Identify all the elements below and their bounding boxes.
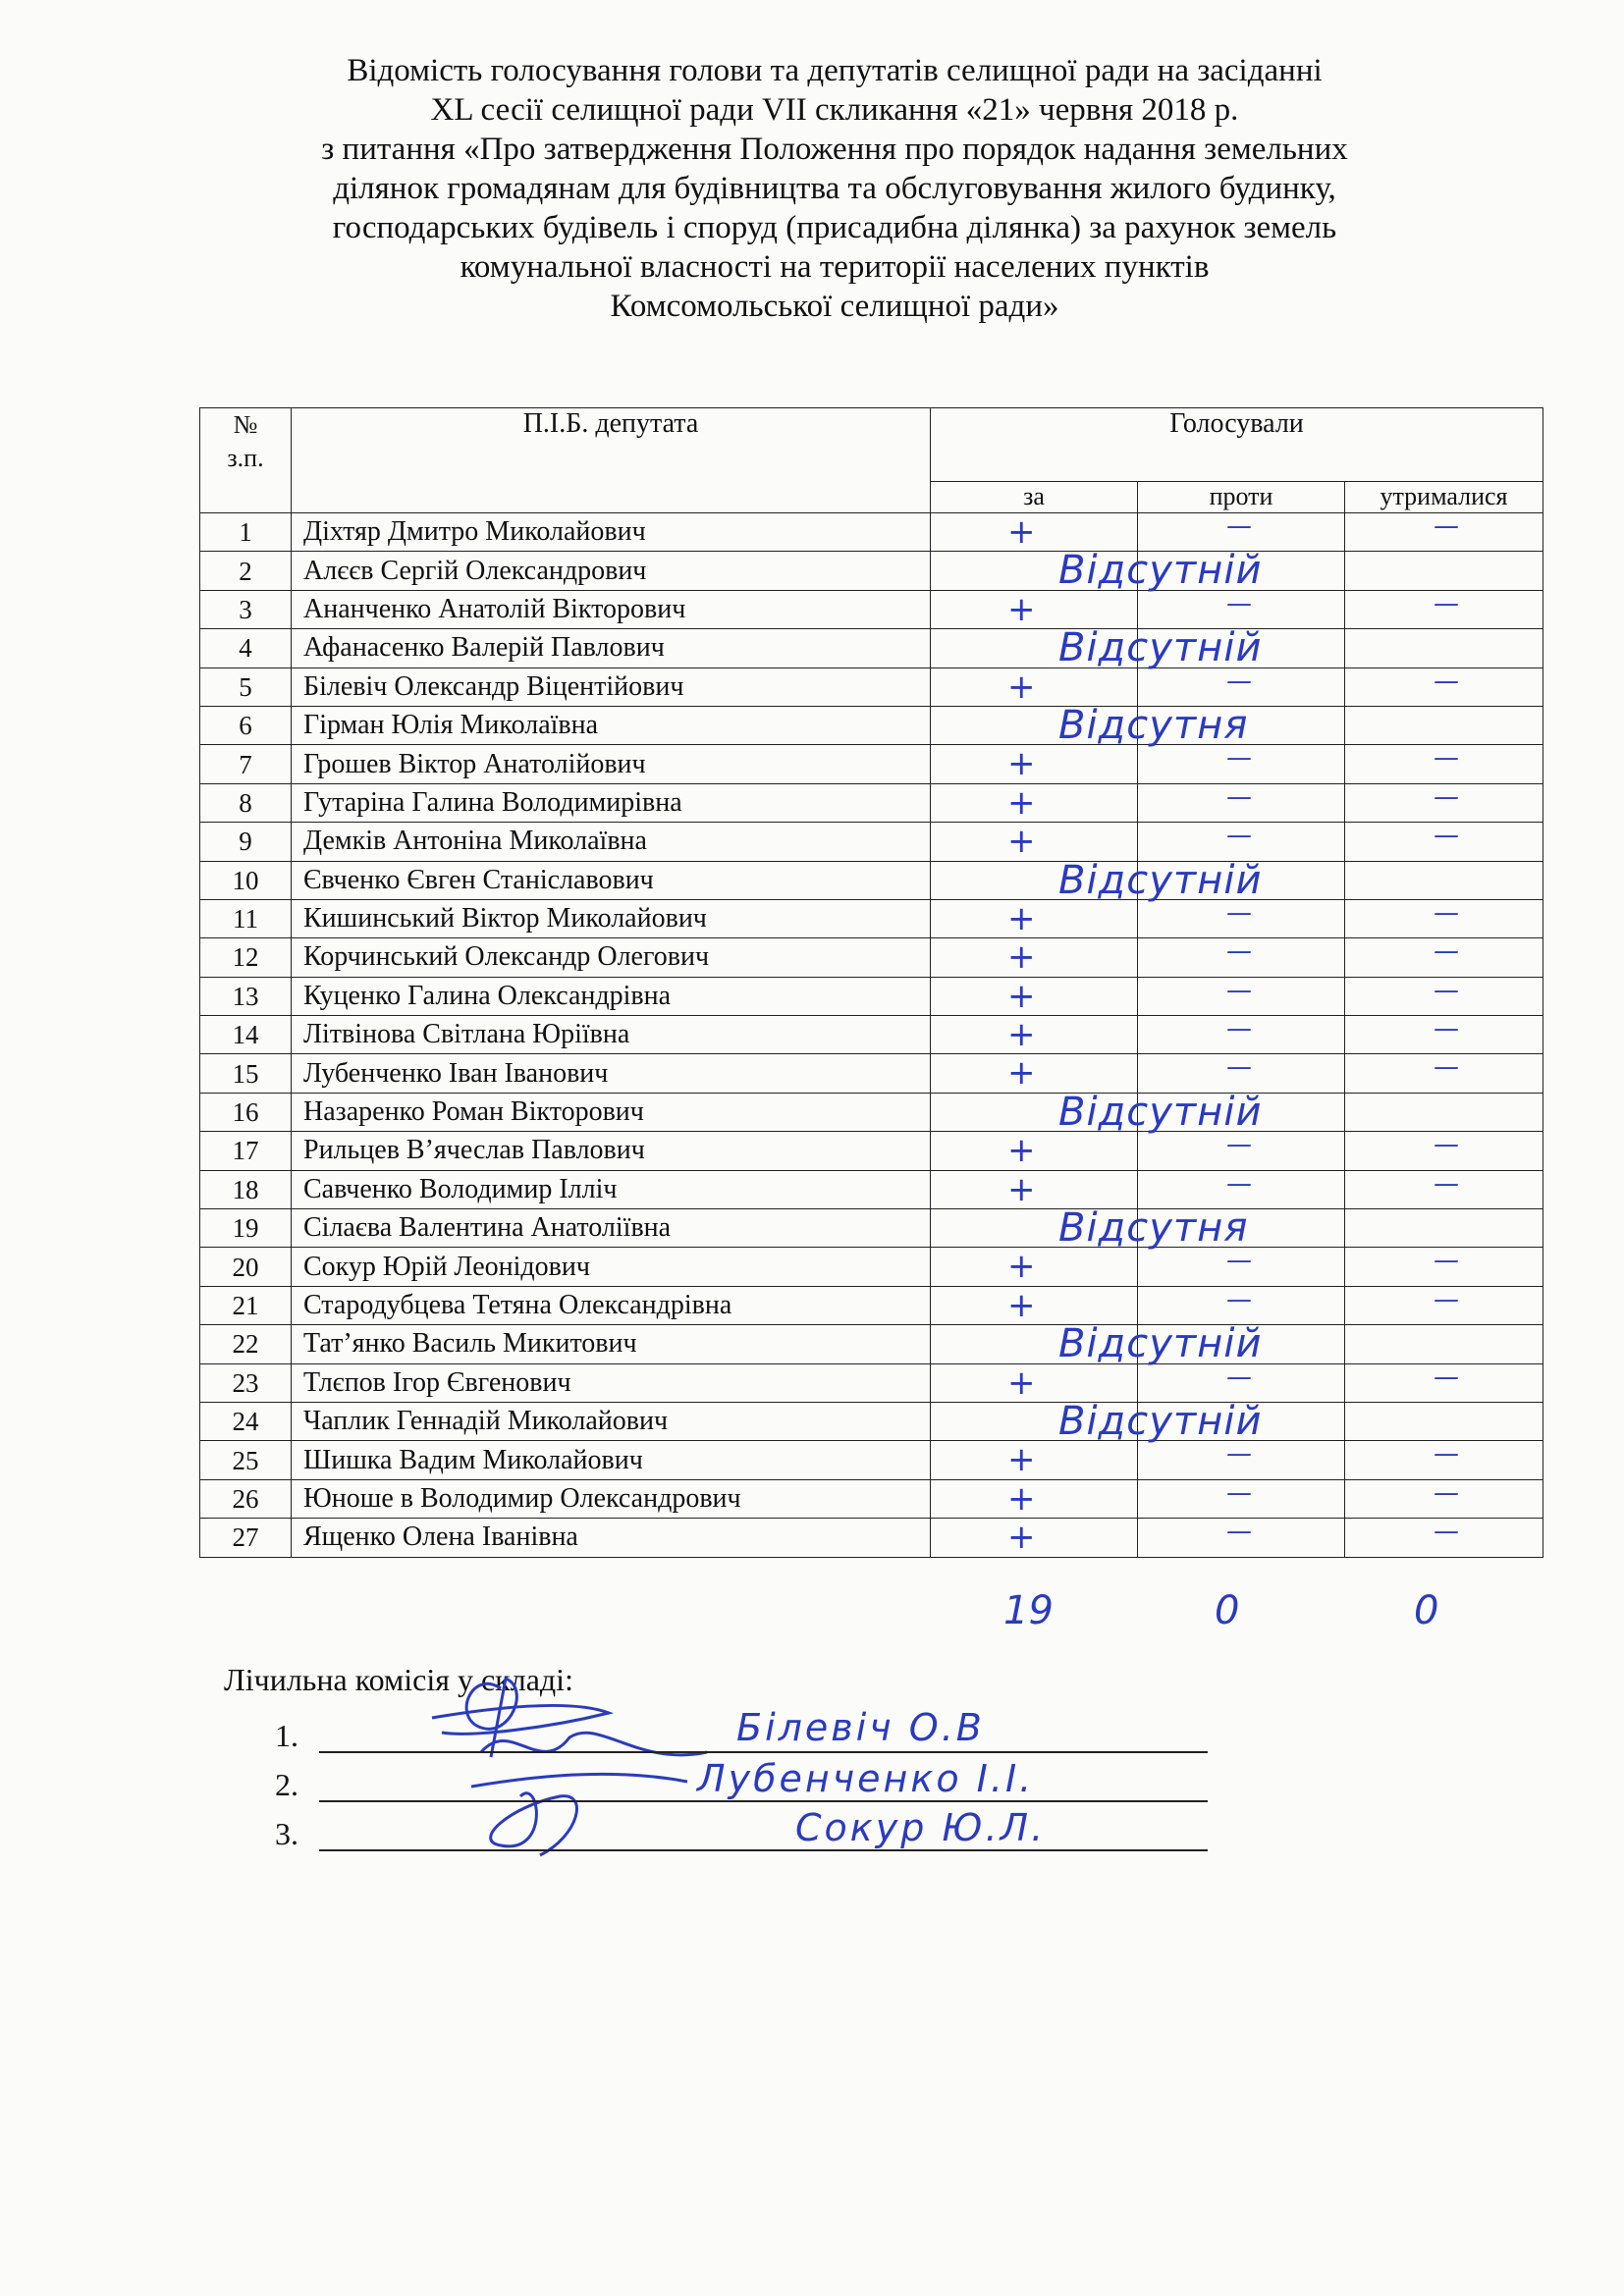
vote-cell-utr xyxy=(1345,590,1543,628)
row-number: 25 xyxy=(200,1441,292,1479)
row-number: 10 xyxy=(200,861,292,899)
table-row xyxy=(200,1093,1543,1131)
vote-plus-mark: + xyxy=(1007,822,1036,862)
title-line: Комсомольської селищної ради» xyxy=(610,289,1059,324)
vote-cell-proty xyxy=(1138,1519,1345,1557)
vote-cell-utr xyxy=(1345,977,1543,1015)
vote-cell-utr xyxy=(1345,1132,1543,1170)
deputy-name: Грошев Віктор Анатолійович xyxy=(292,745,931,783)
vote-cell-proty xyxy=(1138,823,1345,861)
vote-cell-za xyxy=(931,899,1138,937)
absent-mark: Відсутній xyxy=(1058,548,1263,594)
vote-cell-proty xyxy=(1138,1093,1345,1131)
signature-line xyxy=(319,1800,1208,1802)
member-name: Білевіч О.В xyxy=(736,1706,985,1749)
vote-cell-proty xyxy=(1138,1209,1345,1248)
vote-plus-mark: + xyxy=(1007,667,1036,707)
vote-dash-mark: — xyxy=(1226,821,1252,851)
vote-plus-mark: + xyxy=(1007,589,1036,629)
deputy-name: Сілаєва Валентина Анатоліївна xyxy=(292,1209,931,1248)
vote-cell-za xyxy=(931,938,1138,977)
vote-cell-utr xyxy=(1345,1479,1543,1518)
vote-cell-za xyxy=(931,1170,1138,1208)
vote-cell-za xyxy=(931,1363,1138,1402)
vote-dash-mark: — xyxy=(1434,588,1459,618)
vote-cell-za xyxy=(931,513,1138,552)
title-line: з питання «Про затвердження Положення про порядок надання земельних xyxy=(321,132,1348,167)
vote-cell-proty xyxy=(1138,1325,1345,1363)
member-num: 1. xyxy=(275,1718,298,1753)
table-row xyxy=(200,629,1543,667)
vote-cell-proty xyxy=(1138,1016,1345,1054)
table-row xyxy=(200,1170,1543,1208)
row-number: 21 xyxy=(200,1286,292,1324)
vote-cell-utr xyxy=(1345,1248,1543,1286)
header-num: № з.п. xyxy=(200,408,292,513)
header-against: проти xyxy=(1138,482,1345,513)
vote-dash-mark: — xyxy=(1226,1362,1252,1392)
vote-plus-mark: + xyxy=(1007,898,1036,938)
vote-dash-mark: — xyxy=(1434,1168,1459,1199)
vote-cell-za xyxy=(931,702,1249,748)
member-num: 3. xyxy=(275,1816,298,1851)
deputy-name: Тат’янко Василь Микитович xyxy=(292,1325,931,1363)
vote-cell-proty xyxy=(1138,552,1345,590)
vote-cell-proty xyxy=(1138,1132,1345,1170)
total-abstained: 0 xyxy=(1414,1588,1439,1633)
table-row xyxy=(200,1054,1543,1093)
vote-plus-mark: + xyxy=(1007,744,1036,784)
vote-cell-proty xyxy=(1138,513,1345,552)
table-row xyxy=(200,938,1543,977)
vote-cell-proty xyxy=(1138,706,1345,744)
row-number: 20 xyxy=(200,1248,292,1286)
vote-cell-utr xyxy=(1345,823,1543,861)
vote-cell-proty xyxy=(1138,745,1345,783)
document-title xyxy=(196,51,1473,326)
vote-cell-utr xyxy=(1345,861,1543,899)
vote-cell-za xyxy=(931,823,1138,861)
vote-cell-za xyxy=(931,1132,1138,1170)
vote-cell-utr xyxy=(1345,1286,1543,1324)
vote-cell-utr xyxy=(1345,1209,1543,1248)
votes-table xyxy=(199,407,1543,1558)
total-against: 0 xyxy=(1215,1588,1240,1633)
vote-cell-za xyxy=(931,977,1138,1015)
vote-dash-mark: — xyxy=(1226,936,1252,967)
row-number: 9 xyxy=(200,823,292,861)
deputy-name: Діхтяр Дмитро Миколайович xyxy=(292,513,931,552)
deputy-name: Ященко Олена Іванівна xyxy=(292,1519,931,1557)
table-row xyxy=(200,1363,1543,1402)
vote-cell-utr xyxy=(1345,745,1543,783)
deputy-name: Літвінова Світлана Юріївна xyxy=(292,1016,931,1054)
vote-dash-mark: — xyxy=(1434,897,1459,928)
vote-dash-mark: — xyxy=(1434,781,1459,812)
votes-body xyxy=(200,513,1543,1558)
vote-cell-za xyxy=(931,1016,1138,1054)
vote-dash-mark: — xyxy=(1434,1130,1459,1160)
vote-cell-utr xyxy=(1345,1325,1543,1363)
vote-cell-proty xyxy=(1138,1286,1345,1324)
deputy-name: Куценко Галина Олександрівна xyxy=(292,977,931,1015)
table-row xyxy=(200,667,1543,706)
deputy-name: Демків Антоніна Миколаївна xyxy=(292,823,931,861)
vote-cell-za xyxy=(931,857,1263,903)
vote-cell-proty xyxy=(1138,1441,1345,1479)
deputy-name: Білевіч Олександр Віцентійович xyxy=(292,667,931,706)
vote-dash-mark: — xyxy=(1226,588,1252,618)
vote-dash-mark: — xyxy=(1434,1284,1459,1314)
vote-cell-proty xyxy=(1138,861,1345,899)
vote-dash-mark: — xyxy=(1226,1052,1252,1083)
vote-cell-proty xyxy=(1138,938,1345,977)
table-row xyxy=(200,783,1543,822)
vote-cell-proty xyxy=(1138,590,1345,628)
row-number: 8 xyxy=(200,783,292,822)
vote-dash-mark: — xyxy=(1434,1362,1459,1392)
deputy-name: Корчинський Олександр Олегович xyxy=(292,938,931,977)
vote-cell-proty xyxy=(1138,1054,1345,1093)
header-name: П.І.Б. депутата xyxy=(292,408,931,513)
vote-cell-utr xyxy=(1345,629,1543,667)
signature-line xyxy=(319,1751,1208,1753)
vote-plus-mark: + xyxy=(1007,1518,1036,1558)
vote-cell-za xyxy=(931,1479,1138,1518)
table-row xyxy=(200,823,1543,861)
vote-dash-mark: — xyxy=(1434,821,1459,851)
table-row xyxy=(200,1402,1543,1440)
row-number: 4 xyxy=(200,629,292,667)
vote-plus-mark: + xyxy=(1007,512,1036,552)
vote-dash-mark: — xyxy=(1434,1477,1459,1508)
absent-mark: Відсутній xyxy=(1058,1398,1263,1444)
absent-mark: Відсутній xyxy=(1058,625,1263,671)
vote-dash-mark: — xyxy=(1434,666,1459,696)
vote-cell-proty xyxy=(1138,1170,1345,1208)
vote-cell-za xyxy=(931,783,1138,822)
vote-dash-mark: — xyxy=(1434,1014,1459,1044)
table-row xyxy=(200,1132,1543,1170)
member-num: 2. xyxy=(275,1767,298,1802)
table-row xyxy=(200,745,1543,783)
deputy-name: Рильцев В’ячеслав Павлович xyxy=(292,1132,931,1170)
vote-plus-mark: + xyxy=(1007,1478,1036,1519)
vote-cell-utr xyxy=(1345,1054,1543,1093)
title-line: господарських будівель і споруд (присадибна ділянка) за рахунок земель xyxy=(332,210,1337,245)
vote-cell-utr xyxy=(1345,1402,1543,1440)
vote-dash-mark: — xyxy=(1434,743,1459,774)
vote-plus-mark: + xyxy=(1007,1247,1036,1287)
vote-dash-mark: — xyxy=(1226,1168,1252,1199)
vote-cell-proty xyxy=(1138,629,1345,667)
table-row xyxy=(200,706,1543,744)
vote-cell-za xyxy=(931,745,1138,783)
vote-dash-mark: — xyxy=(1226,1439,1252,1469)
member-name: Сокур Ю.Л. xyxy=(795,1806,1047,1849)
vote-cell-utr xyxy=(1345,667,1543,706)
deputy-name: Алєєв Сергій Олександрович xyxy=(292,552,931,590)
vote-plus-mark: + xyxy=(1007,782,1036,823)
deputy-name: Гірман Юлія Миколаївна xyxy=(292,706,931,744)
vote-dash-mark: — xyxy=(1226,1284,1252,1314)
vote-plus-mark: + xyxy=(1007,1015,1036,1055)
vote-cell-utr xyxy=(1345,552,1543,590)
deputy-name: Ананченко Анатолій Вікторович xyxy=(292,590,931,628)
vote-cell-proty xyxy=(1138,1248,1345,1286)
vote-dash-mark: — xyxy=(1434,1439,1459,1469)
absent-mark: Відсутня xyxy=(1058,1205,1249,1252)
table-row xyxy=(200,1441,1543,1479)
vote-cell-za xyxy=(931,1398,1263,1444)
table-row xyxy=(200,1325,1543,1363)
table-row xyxy=(200,513,1543,552)
absent-mark: Відсутній xyxy=(1058,1089,1263,1135)
vote-cell-za xyxy=(931,1089,1263,1135)
vote-dash-mark: — xyxy=(1226,1246,1252,1276)
title-line: ділянок громадянам для будівництва та обслуговування жилого будинку, xyxy=(333,171,1336,206)
commission-member-2 xyxy=(275,1757,1208,1802)
absent-mark: Відсутній xyxy=(1058,857,1263,903)
deputy-name: Євченко Євген Станіславович xyxy=(292,861,931,899)
vote-dash-mark: — xyxy=(1226,1130,1252,1160)
vote-cell-utr xyxy=(1345,899,1543,937)
vote-cell-za xyxy=(931,667,1138,706)
header-for: за xyxy=(931,482,1138,513)
vote-cell-utr xyxy=(1345,1093,1543,1131)
table-row xyxy=(200,1479,1543,1518)
vote-cell-za xyxy=(931,1054,1138,1093)
vote-cell-utr xyxy=(1345,706,1543,744)
commission-member-1 xyxy=(275,1706,1208,1753)
total-for: 19 xyxy=(1003,1588,1054,1633)
row-number: 22 xyxy=(200,1325,292,1363)
signature-line xyxy=(319,1849,1208,1851)
deputy-name: Шишка Вадим Миколайович xyxy=(292,1441,931,1479)
row-number: 12 xyxy=(200,938,292,977)
vote-cell-utr xyxy=(1345,938,1543,977)
row-number: 16 xyxy=(200,1093,292,1131)
vote-cell-proty xyxy=(1138,783,1345,822)
row-number: 23 xyxy=(200,1363,292,1402)
vote-cell-utr xyxy=(1345,513,1543,552)
vote-cell-za xyxy=(931,1441,1138,1479)
absent-mark: Відсутній xyxy=(1058,1321,1263,1367)
deputy-name: Гутаріна Галина Володимирівна xyxy=(292,783,931,822)
table-row xyxy=(200,1248,1543,1286)
deputy-name: Юноше в Володимир Олександрович xyxy=(292,1479,931,1518)
vote-dash-mark: — xyxy=(1226,511,1252,541)
commission-label: Лічильна комісія у складі: xyxy=(224,1662,573,1697)
table-row xyxy=(200,1016,1543,1054)
row-number: 15 xyxy=(200,1054,292,1093)
vote-dash-mark: — xyxy=(1226,1517,1252,1547)
row-number: 1 xyxy=(200,513,292,552)
vote-dash-mark: — xyxy=(1434,1052,1459,1083)
row-number: 2 xyxy=(200,552,292,590)
vote-cell-utr xyxy=(1345,1441,1543,1479)
absent-mark: Відсутня xyxy=(1058,702,1249,748)
deputy-name: Афанасенко Валерій Павлович xyxy=(292,629,931,667)
vote-dash-mark: — xyxy=(1226,781,1252,812)
title-line: XL сесії селищної ради VII скликання «21» червня 2018 р. xyxy=(430,92,1239,128)
vote-dash-mark: — xyxy=(1434,936,1459,967)
table-row xyxy=(200,899,1543,937)
vote-cell-proty xyxy=(1138,977,1345,1015)
title-line: комунальної власності на території населених пунктів xyxy=(460,249,1210,285)
vote-cell-za xyxy=(931,1321,1263,1367)
vote-cell-proty xyxy=(1138,667,1345,706)
vote-cell-za xyxy=(931,1205,1249,1252)
vote-dash-mark: — xyxy=(1226,975,1252,1005)
deputy-name: Сокур Юрій Леонідович xyxy=(292,1248,931,1286)
vote-cell-proty xyxy=(1138,1479,1345,1518)
table-row xyxy=(200,1286,1543,1324)
row-number: 18 xyxy=(200,1170,292,1208)
vote-cell-za xyxy=(931,590,1138,628)
deputy-name: Савченко Володимир Ілліч xyxy=(292,1170,931,1208)
row-number: 24 xyxy=(200,1402,292,1440)
vote-cell-za xyxy=(931,1248,1138,1286)
vote-plus-mark: + xyxy=(1007,1169,1036,1209)
table-row xyxy=(200,1209,1543,1248)
row-number: 3 xyxy=(200,590,292,628)
vote-dash-mark: — xyxy=(1226,666,1252,696)
vote-dash-mark: — xyxy=(1226,743,1252,774)
table-row xyxy=(200,861,1543,899)
vote-dash-mark: — xyxy=(1434,1246,1459,1276)
deputy-name: Назаренко Роман Вікторович xyxy=(292,1093,931,1131)
table-row xyxy=(200,590,1543,628)
vote-cell-utr xyxy=(1345,1363,1543,1402)
table-row xyxy=(200,977,1543,1015)
vote-dash-mark: — xyxy=(1226,1014,1252,1044)
row-number: 13 xyxy=(200,977,292,1015)
vote-plus-mark: + xyxy=(1007,976,1036,1016)
vote-plus-mark: + xyxy=(1007,1440,1036,1480)
vote-dash-mark: — xyxy=(1434,511,1459,541)
vote-dash-mark: — xyxy=(1434,975,1459,1005)
deputy-name: Лубенченко Іван Іванович xyxy=(292,1054,931,1093)
row-number: 7 xyxy=(200,745,292,783)
vote-cell-za xyxy=(931,625,1263,671)
member-name: Лубенченко І.І. xyxy=(697,1757,1035,1800)
vote-cell-proty xyxy=(1138,899,1345,937)
vote-cell-utr xyxy=(1345,1016,1543,1054)
header-voted: Голосували xyxy=(931,408,1543,482)
vote-dash-mark: — xyxy=(1226,897,1252,928)
vote-dash-mark: — xyxy=(1434,1517,1459,1547)
vote-cell-utr xyxy=(1345,1519,1543,1557)
vote-plus-mark: + xyxy=(1007,1131,1036,1171)
vote-plus-mark: + xyxy=(1007,1362,1036,1403)
vote-cell-za xyxy=(931,1286,1138,1324)
vote-plus-mark: + xyxy=(1007,1053,1036,1094)
deputy-name: Стародубцева Тетяна Олександрівна xyxy=(292,1286,931,1324)
vote-cell-za xyxy=(931,1519,1138,1557)
vote-cell-proty xyxy=(1138,1363,1345,1402)
vote-cell-za xyxy=(931,548,1263,594)
title-line: Відомість голосування голови та депутатів селищної ради на засіданні xyxy=(347,53,1323,88)
vote-cell-proty xyxy=(1138,1402,1345,1440)
row-number: 19 xyxy=(200,1209,292,1248)
commission-member-3 xyxy=(275,1806,1208,1851)
vote-dash-mark: — xyxy=(1226,1477,1252,1508)
row-number: 14 xyxy=(200,1016,292,1054)
row-number: 27 xyxy=(200,1519,292,1557)
row-number: 5 xyxy=(200,667,292,706)
table-row xyxy=(200,552,1543,590)
vote-plus-mark: + xyxy=(1007,1285,1036,1325)
row-number: 11 xyxy=(200,899,292,937)
deputy-name: Чаплик Геннадій Миколайович xyxy=(292,1402,931,1440)
deputy-name: Кишинський Віктор Миколайович xyxy=(292,899,931,937)
vote-cell-utr xyxy=(1345,783,1543,822)
header-abstained: утрималися xyxy=(1345,482,1543,513)
row-number: 17 xyxy=(200,1132,292,1170)
row-number: 6 xyxy=(200,706,292,744)
vote-plus-mark: + xyxy=(1007,937,1036,978)
deputy-name: Тлєпов Ігор Євгенович xyxy=(292,1363,931,1402)
table-row xyxy=(200,1519,1543,1557)
vote-cell-utr xyxy=(1345,1170,1543,1208)
row-number: 26 xyxy=(200,1479,292,1518)
